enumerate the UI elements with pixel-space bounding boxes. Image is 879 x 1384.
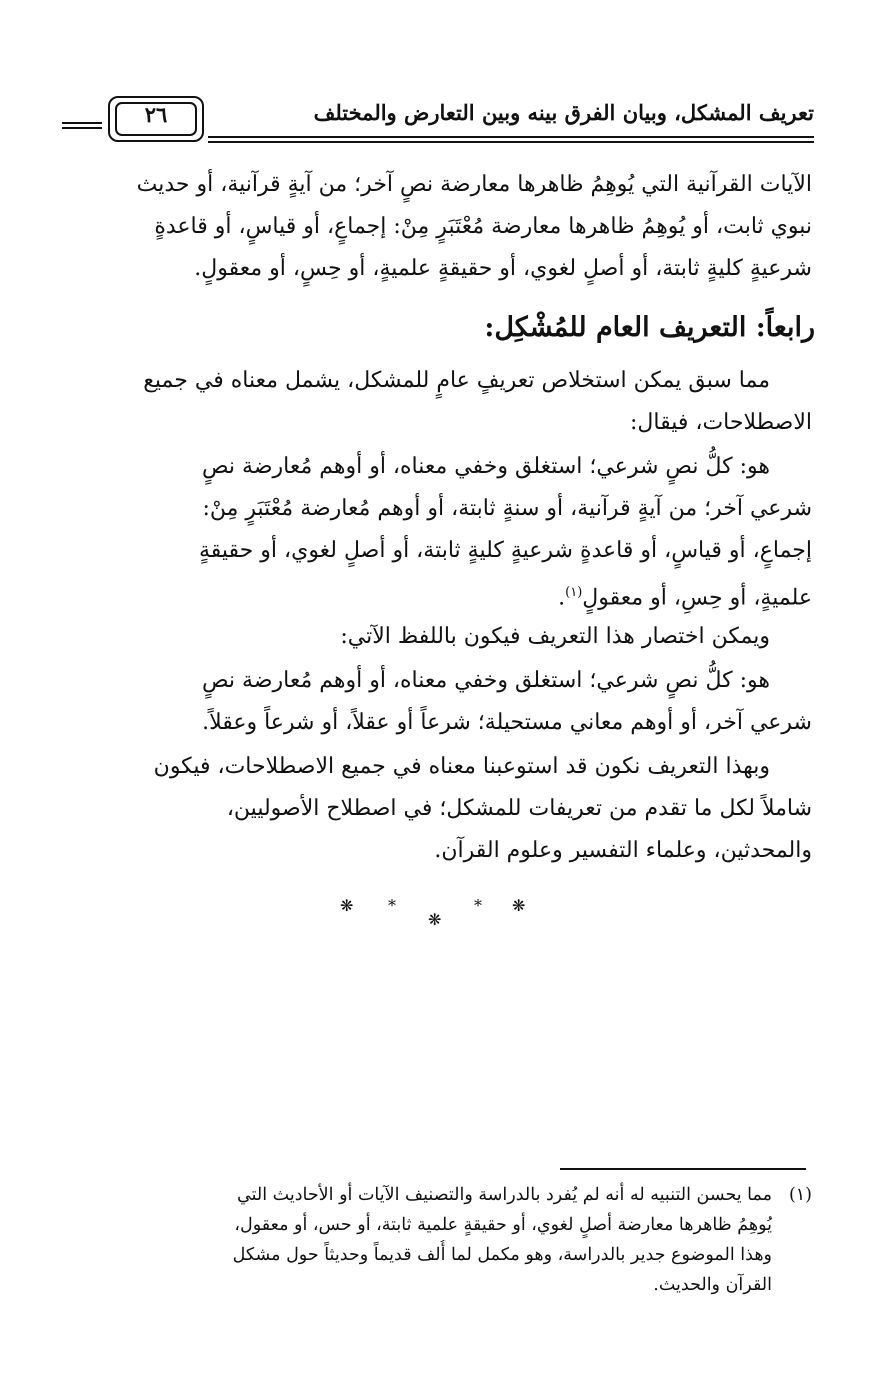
section-separator <box>330 888 550 938</box>
text-line: وبهذا التعريف نكون قد استوعبنا معناه في جميع الاصطلاحات، فيكون <box>153 754 770 779</box>
header-rule <box>62 127 102 129</box>
text-line: ويمكن اختصار هذا التعريف فيكون باللفظ الآتي: <box>340 624 770 649</box>
footnote-rule <box>560 1168 806 1170</box>
text-line: نبوي ثابت، أو يُوهِمُ ظاهرها معارضة مُعْتَبَرٍ مِنْ: إجماعٍ، أو قياسٍ، أو قاعدةٍ <box>154 214 812 239</box>
text-line: شرعيةٍ كليةٍ ثابتة، أو أصلٍ لغوي، أو حقيقةٍ علميةٍ، أو حِسٍ، أو معقولٍ. <box>194 256 812 281</box>
header-rule <box>208 141 814 143</box>
text-fragment: . <box>558 585 566 611</box>
header-rule <box>62 122 102 124</box>
conclusion-paragraph <box>72 746 812 872</box>
section-heading: رابعاً: التعريف العام للمُشْكِل: <box>484 312 815 343</box>
text-line: هو: كلُّ نصٍ شرعي؛ استغلق وخفي معناه، أو أوهم مُعارضة نصٍ <box>201 668 770 693</box>
full-definition <box>72 446 812 614</box>
page-header <box>62 96 814 158</box>
footnote-number: (١) <box>788 1185 812 1205</box>
text-line: مما سبق يمكن استخلاص تعريفٍ عامٍ للمشكل، يشمل معناه في جميع <box>143 368 770 393</box>
text-line: شرعي آخر، أو أوهم معاني مستحيلة؛ شرعاً أو عقلاً، أو شرعاً وعقلاً. <box>202 710 812 735</box>
ornament-icon: * <box>388 896 396 915</box>
text-line: هو: كلُّ نصٍ شرعي؛ استغلق وخفي معناه، أو أوهم مُعارضة نصٍ <box>201 454 770 479</box>
text-fragment: علميةٍ، أو حِسٍ، أو معقولٍ <box>582 585 812 611</box>
intro-paragraph <box>72 164 812 290</box>
text-line: الاصطلاحات، فيقال: <box>629 410 812 435</box>
footnote-reference[interactable]: (١) <box>565 585 583 600</box>
footnote-line: القرآن والحديث. <box>653 1275 772 1295</box>
short-definition-intro <box>72 616 812 658</box>
text-line <box>72 572 812 614</box>
page-number-frame <box>108 96 204 142</box>
text-line: والمحدثين، وعلماء التفسير وعلوم القرآن. <box>434 838 812 863</box>
text-line: شاملاً لكل ما تقدم من تعريفات للمشكل؛ في اصطلاح الأصوليين، <box>226 796 812 821</box>
footnote-line <box>70 1180 812 1210</box>
running-title: تعريف المشكل، وبيان الفرق بينه وبين التعارض والمختلف <box>313 100 814 125</box>
general-paragraph <box>72 360 812 444</box>
text-line: إجماعٍ، أو قياسٍ، أو قاعدةٍ شرعيةٍ كليةٍ ثابتة، أو أصلٍ لغوي، أو حقيقةٍ <box>198 538 812 563</box>
ornament-icon: ❋ <box>340 896 354 915</box>
footnote-line: يُوهِمُ ظاهرها معارضة أصلٍ لغوي، أو حقيقةٍ علمية ثابتة، أو حس، أو معقول، <box>234 1215 772 1235</box>
footnote <box>70 1180 812 1300</box>
text-line: الآيات القرآنية التي يُوهِمُ ظاهرها معارضة نصٍ آخر؛ من آيةٍ قرآنية، أو حديث <box>136 172 812 197</box>
short-definition <box>72 660 812 744</box>
page-number: ٢٦ <box>144 102 168 127</box>
ornament-icon: ❋ <box>428 910 442 929</box>
ornament-icon: * <box>474 896 482 915</box>
footnote-line: وهذا الموضوع جدير بالدراسة، وهو مكمل لما أُلف قديماً وحديثاً حول مشكل <box>232 1245 772 1265</box>
ornament-icon: ❋ <box>512 896 526 915</box>
footnote-text: مما يحسن التنبيه له أنه لم يُفرد بالدراسة والتصنيف الآيات أو الأحاديث التي <box>237 1185 772 1205</box>
header-rule <box>208 136 814 138</box>
text-line: شرعي آخر؛ من آيةٍ قرآنية، أو سنةٍ ثابتة، أو أوهم مُعارضة مُعْتَبَرٍ مِنْ: <box>202 496 812 521</box>
